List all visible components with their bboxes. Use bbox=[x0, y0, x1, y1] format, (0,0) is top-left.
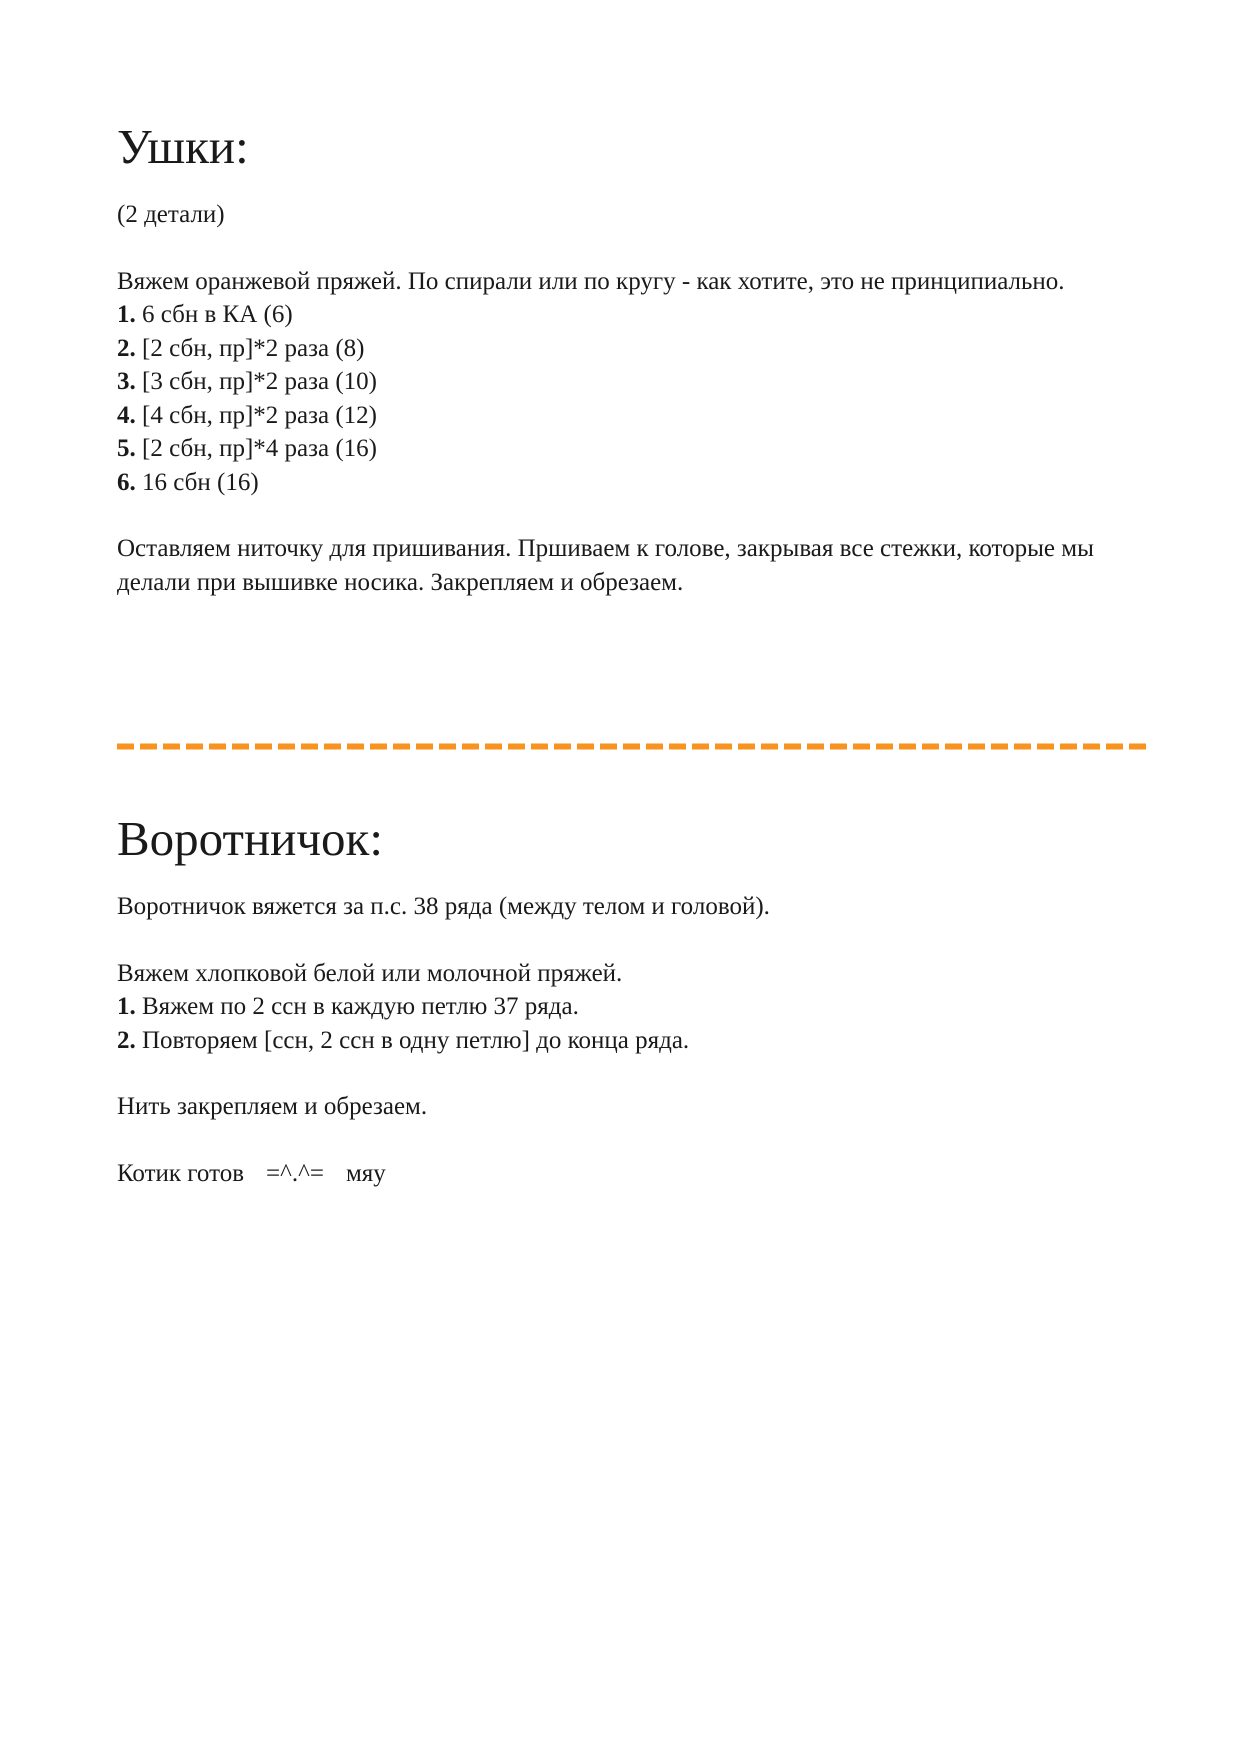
ears-heading: Ушки: bbox=[117, 119, 249, 174]
ears-steps-list bbox=[117, 298, 1157, 499]
cat-emoticon: =^.^= bbox=[266, 1159, 324, 1187]
step-number: 4. bbox=[117, 401, 136, 429]
ears-step bbox=[117, 298, 1157, 332]
collar-finish: Нить закрепляем и обрезаем. bbox=[117, 1093, 428, 1120]
meow-text: мяу bbox=[345, 1159, 386, 1187]
step-text: [4 сбн, пр]*2 раза (12) bbox=[135, 401, 377, 429]
step-text: 16 сбн (16) bbox=[135, 468, 259, 496]
ears-parts-note: (2 детали) bbox=[117, 201, 225, 228]
step-text: [2 сбн, пр]*4 раза (16) bbox=[135, 435, 377, 462]
step-number: 3. bbox=[117, 368, 136, 395]
step-number: 6. bbox=[117, 468, 136, 496]
ears-step bbox=[117, 466, 1157, 500]
step-number: 5. bbox=[117, 435, 136, 462]
step-text: [3 сбн, пр]*2 раза (10) bbox=[135, 368, 377, 395]
collar-yarn: Вяжем хлопковой белой или молочной пряжей. bbox=[117, 959, 623, 987]
collar-steps-list bbox=[117, 990, 1157, 1057]
collar-section bbox=[117, 810, 1157, 1190]
ears-step bbox=[117, 399, 1157, 433]
step-number: 1. bbox=[117, 301, 136, 328]
ears-outro: Оставляем ниточку для пришивания. Пршиваем к голове, закрывая все стежки, которые мы делали при вышивке носика. Закрепляем и обрезаем. bbox=[117, 535, 1094, 596]
step-number: 1. bbox=[117, 993, 136, 1020]
ears-step bbox=[117, 365, 1157, 399]
step-text: [2 сбн, пр]*2 раза (8) bbox=[135, 334, 365, 362]
orange-dashed-divider bbox=[117, 743, 1152, 750]
ears-section bbox=[117, 118, 1157, 599]
ears-intro: Вяжем оранжевой пряжей. По спирали или по кругу - как хотите, это не принципиально. bbox=[117, 267, 1065, 295]
collar-heading: Воротничок: bbox=[117, 811, 383, 866]
collar-step bbox=[117, 1024, 1157, 1058]
step-text: Повторяем [ссн, 2 ссн в одну петлю] до конца ряда. bbox=[135, 1026, 690, 1054]
collar-intro: Воротничок вяжется за п.с. 38 ряда (между телом и головой). bbox=[117, 893, 770, 920]
step-text: Вяжем по 2 ссн в каждую петлю 37 ряда. bbox=[135, 993, 579, 1020]
step-number: 2. bbox=[117, 334, 136, 362]
ears-step bbox=[117, 432, 1157, 466]
step-text: 6 сбн в КА (6) bbox=[135, 301, 293, 328]
cat-ready-line bbox=[117, 1157, 1157, 1191]
ears-step bbox=[117, 332, 1157, 366]
collar-step bbox=[117, 990, 1157, 1024]
ready-text: Котик готов bbox=[117, 1159, 245, 1187]
step-number: 2. bbox=[117, 1026, 136, 1054]
